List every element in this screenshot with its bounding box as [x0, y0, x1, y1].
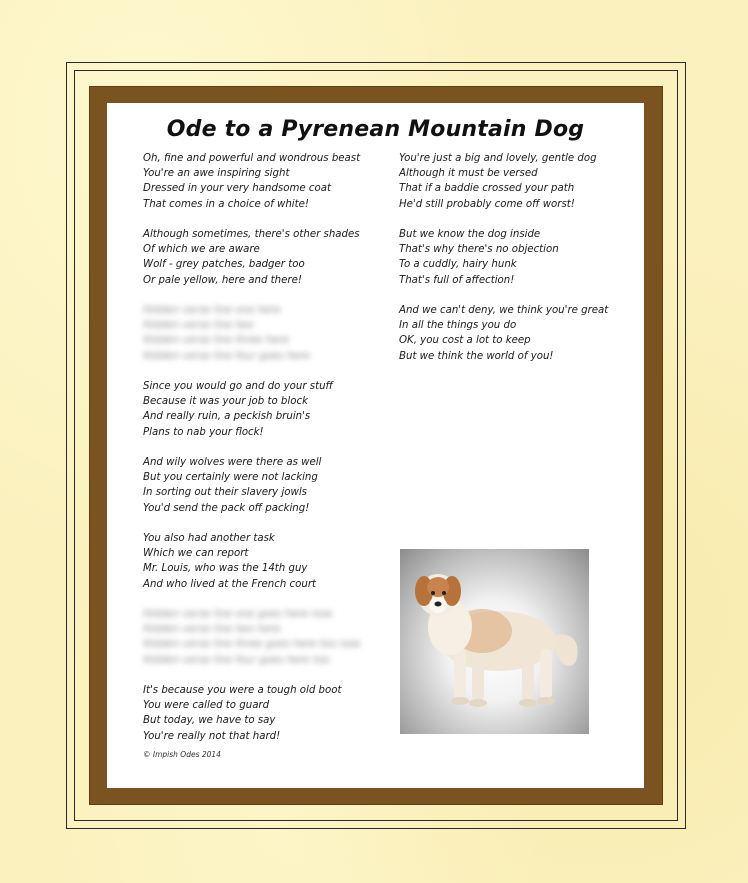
- verse-line: Because it was your job to block: [143, 396, 308, 408]
- dog-photo: [400, 549, 589, 734]
- verse-line: In all the things you do: [399, 320, 517, 332]
- stanza: [399, 303, 629, 364]
- verse-line: Or pale yellow, here and there!: [143, 274, 302, 286]
- blurred-line: Hidden verse line four goes here: [143, 350, 310, 362]
- blurred-line: Hidden verse line three goes here too now: [143, 639, 361, 651]
- poem-title: Ode to a Pyrenean Mountain Dog: [166, 117, 585, 142]
- verse-line: To a cuddly, hairy hunk: [399, 259, 517, 271]
- right-column: [399, 151, 629, 379]
- verse-line: In sorting out their slavery jowls: [143, 487, 307, 499]
- verse-line: Of which we are aware: [143, 244, 260, 256]
- dog-illustration: [400, 549, 589, 734]
- verse-line: You also had another task: [143, 533, 275, 544]
- verse-line: Since you would go and do your stuff: [143, 381, 333, 392]
- verse-line: Mr. Louis, who was the 14th guy: [143, 563, 308, 575]
- blurred-line: Hidden verse line one goes here now: [143, 609, 333, 620]
- verse-line: That if a baddie crossed your path: [399, 183, 575, 195]
- stanza: [399, 227, 629, 288]
- verse-line: Plans to nab your flock!: [143, 426, 264, 438]
- verse-line: You were called to guard: [143, 700, 270, 712]
- verse-line: That comes in a choice of white!: [143, 198, 309, 210]
- blurred-line: Hidden verse line three here: [143, 335, 289, 347]
- verse-line: You'd send the pack off packing!: [143, 502, 310, 514]
- stanza: [143, 531, 373, 592]
- verse-line: And really ruin, a peckish bruin's: [143, 411, 311, 423]
- verse-line: That's full of affection!: [399, 274, 515, 286]
- stanza: [399, 151, 629, 212]
- verse-line: But you certainly were not lacking: [143, 472, 318, 484]
- verse-line: Although it must be versed: [399, 168, 538, 180]
- verse-line: It's because you were a tough old boot: [143, 685, 342, 696]
- verse-line: You're just a big and lovely, gentle dog: [399, 153, 597, 164]
- verse-line: But we know the dog inside: [399, 229, 541, 240]
- verse-line: But today, we have to say: [143, 715, 276, 727]
- poem-page: [107, 103, 644, 788]
- verse-line: You're an awe inspiring sight: [143, 168, 290, 180]
- stanza: [143, 227, 373, 288]
- stanza: [143, 683, 373, 744]
- verse-line: He'd still probably come off worst!: [399, 198, 575, 210]
- verse-line: And who lived at the French court: [143, 578, 317, 590]
- stanza: [143, 379, 373, 440]
- left-column: [143, 151, 373, 759]
- blurred-stanza: [143, 303, 373, 364]
- verse-line: That's why there's no objection: [399, 244, 559, 256]
- verse-line: Dressed in your very handsome coat: [143, 183, 331, 195]
- blurred-line: Hidden verse line one here: [143, 305, 281, 316]
- stanza: [143, 455, 373, 516]
- blurred-line: Hidden verse line two here: [143, 624, 281, 636]
- verse-line: And we can't deny, we think you're great: [399, 305, 609, 316]
- blurred-stanza: [143, 607, 373, 668]
- stanza: [143, 151, 373, 212]
- verse-line: Oh, fine and powerful and wondrous beast: [143, 153, 361, 164]
- verse-line: You're really not that hard!: [143, 730, 281, 742]
- verse-line: OK, you cost a lot to keep: [399, 335, 531, 347]
- verse-line: But we think the world of you!: [399, 350, 554, 362]
- verse-line: Wolf - grey patches, badger too: [143, 259, 305, 271]
- copyright-notice: © Impish Odes 2014: [143, 750, 221, 759]
- verse-line: Which we can report: [143, 548, 249, 560]
- verse-line: Although sometimes, there's other shades: [143, 229, 360, 240]
- blurred-line: Hidden verse line two: [143, 320, 254, 332]
- verse-line: And wily wolves were there as well: [143, 457, 322, 468]
- blurred-line: Hidden verse line four goes here too: [143, 654, 330, 666]
